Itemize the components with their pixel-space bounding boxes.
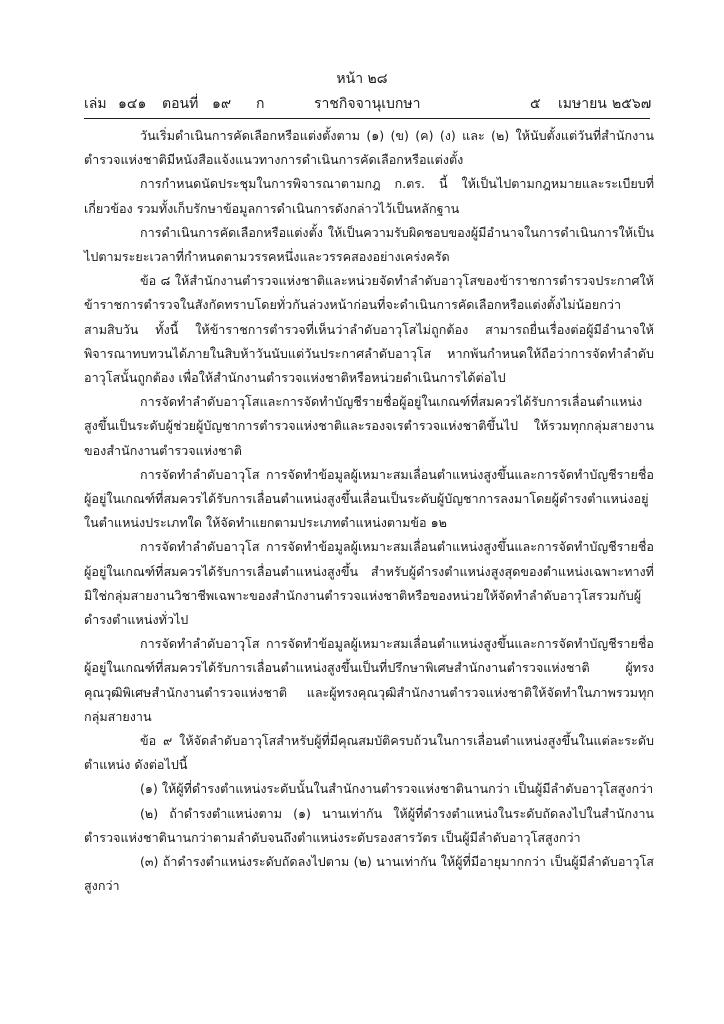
clause-9: ข้อ ๙ ให้จัดลำดับอาวุโสสำหรับผู้ที่มีคุณสมบัติครบถ้วนในการเลื่อนตำแหน่งสูงขึ้นในแต่ละระดับตำแหน่ง ดังต่อไปนี้ <box>84 733 654 773</box>
document-body <box>84 124 654 899</box>
date-day: ๕ <box>530 96 541 112</box>
section-number: ๑๙ <box>212 96 232 112</box>
header-divider <box>84 118 650 119</box>
paragraph-start-date: วันเริ่มดำเนินการคัดเลือกหรือแต่งตั้งตาม (๑) (ข) (ค) (ง) และ (๒) ให้นับตั้งแต่วันที่สำนักงานตำรวจแห่งชาติมีหนังสือแจ้งแนวทางการดำเนินการคัดเลือกหรือแต่งตั้ง <box>84 128 654 168</box>
page-number: หน้า ๒๘ <box>336 71 388 87</box>
paragraph-seniority-specialist: การจัดทำลำดับอาวุโส การจัดทำข้อมูลผู้เหมาะสมเลื่อนตำแหน่งสูงขึ้นและการจัดทำบัญชีรายชื่อผู้อยู่ในเกณฑ์ที่สมควรได้รับการเลื่อนตำแหน่งสูงขึ้น สำหรับผู้ดำรงตำแหน่งสูงสุดของตำแหน่งเฉพาะทางที่มิใช่กลุ่มสายงานวิชาชีพเฉพาะของสำนักงานตำรวจแห่งชาติหรือของหน่วยให้จัดทำลำดับอาวุโสรวมกับผู้ดำรงตำแหน่งทั่วไป <box>84 539 654 628</box>
paragraph-seniority-by-type: การจัดทำลำดับอาวุโส การจัดทำข้อมูลผู้เหมาะสมเลื่อนตำแหน่งสูงขึ้นและการจัดทำบัญชีรายชื่อผู้อยู่ในเกณฑ์ที่สมควรได้รับการเลื่อนตำแหน่งสูงขึ้นเลื่อนเป็นระดับผู้บัญชาการลงมาโดยผู้ดำรงตำแหน่งอยู่ในตำแหน่งประเภทใด ให้จัดทำแยกตามประเภทตำแหน่งตามข้อ ๑๒ <box>84 466 654 531</box>
date-month: เมษายน <box>558 96 607 112</box>
paragraph-seniority-advisor: การจัดทำลำดับอาวุโส การจัดทำข้อมูลผู้เหมาะสมเลื่อนตำแหน่งสูงขึ้นและการจัดทำบัญชีรายชื่อผู้อยู่ในเกณฑ์ที่สมควรได้รับการเลื่อนตำแหน่งสูงขึ้นเป็นที่ปรึกษาพิเศษสำนักงานตำรวจแห่งชาติ ผู้ทรงคุณวุฒิพิเศษสำนักงานตำรวจแห่งชาติ และผู้ทรงคุณวุฒิสำนักงานตำรวจแห่งชาติให้จัดทำในภาพรวมทุกกลุ่มสายงาน <box>84 636 654 724</box>
gazette-header <box>84 94 650 114</box>
paragraph-responsibility: การดำเนินการคัดเลือกหรือแต่งตั้ง ให้เป็นความรับผิดชอบของผู้มีอำนาจในการดำเนินการให้เป็นไปตามระยะเวลาที่กำหนดตามวรรคหนึ่งและวรรคสองอย่างเคร่งครัด <box>84 224 654 265</box>
clause-9-item-1: (๑) ให้ผู้ที่ดำรงตำแหน่งระดับนั้นในสำนักงานตำรวจแห่งชาตินานกว่า เป็นผู้มีลำดับอาวุโสสูงกว่า <box>140 781 654 797</box>
gazette-name: ราชกิจจานุเบกษา <box>314 96 421 112</box>
clause-9-item-2: (๒) ถ้าดำรงตำแหน่งตาม (๑) นานเท่ากัน ให้ผู้ที่ดำรงตำแหน่งในระดับถัดลงไปในสำนักงานตำรวจแห่งชาตินานกว่าตามลำดับจนถึงตำแหน่งระดับรองสารวัตร เป็นผู้มีลำดับอาวุโสสูงกว่า <box>84 805 654 845</box>
clause-9-item-3: (๓) ถ้าดำรงตำแหน่งระดับถัดลงไปตาม (๒) นานเท่ากัน ให้ผู้ที่มีอายุมากกว่า เป็นผู้มีลำดับอาวุโสสูงกว่า <box>84 854 654 894</box>
date-year: ๒๕๖๗ <box>612 96 652 112</box>
clause-8: ข้อ ๘ ให้สำนักงานตำรวจแห่งชาติและหน่วยจัดทำลำดับอาวุโสของข้าราชการตำรวจประกาศให้ข้าราชการตำรวจในสังกัดทราบโดยทั่วกันล่วงหน้าก่อนที่จะดำเนินการคัดเลือกหรือแต่งตั้งไม่น้อยกว่าสามสิบวัน ทั้งนี้ ให้ข้าราชการตำรวจที่เห็นว่าลำดับอาวุโสไม่ถูกต้อง สามารถยื่นเรื่องต่อผู้มีอำนาจให้พิจารณาทบทวนได้ภายในสิบห้าวันนับแต่วันประกาศลำดับอาวุโส หากพ้นกำหนดให้ถือว่าการจัดทำลำดับอาวุโสนั้นถูกต้อง เพื่อให้สำนักงานตำรวจแห่งชาติหรือหน่วยดำเนินการได้ต่อไป <box>84 273 654 386</box>
volume-number: ๑๔๑ <box>118 96 147 112</box>
section-letter: ก <box>256 96 265 112</box>
paragraph-seniority-assistant-commissioner: การจัดทำลำดับอาวุโสและการจัดทำบัญชีรายชื่อผู้อยู่ในเกณฑ์ที่สมควรได้รับการเลื่อนตำแหน่งสูงขึ้นเป็นระดับผู้ช่วยผู้บัญชาการตำรวจแห่งชาติและรองจเรตำรวจแห่งชาติขึ้นไป ให้รวมทุกกลุ่มสายงานของสำนักงานตำรวจแห่งชาติ <box>84 394 654 458</box>
paragraph-meeting-schedule: การกำหนดนัดประชุมในการพิจารณาตามกฎ ก.ตร. นี้ ให้เป็นไปตามกฎหมายและระเบียบที่เกี่ยวข้อง รวมทั้งเก็บรักษาข้อมูลการดำเนินการดังกล่าวไว้เป็นหลักฐาน <box>84 176 654 216</box>
section-label: ตอนที่ <box>162 96 199 112</box>
volume-label: เล่ม <box>84 96 107 112</box>
